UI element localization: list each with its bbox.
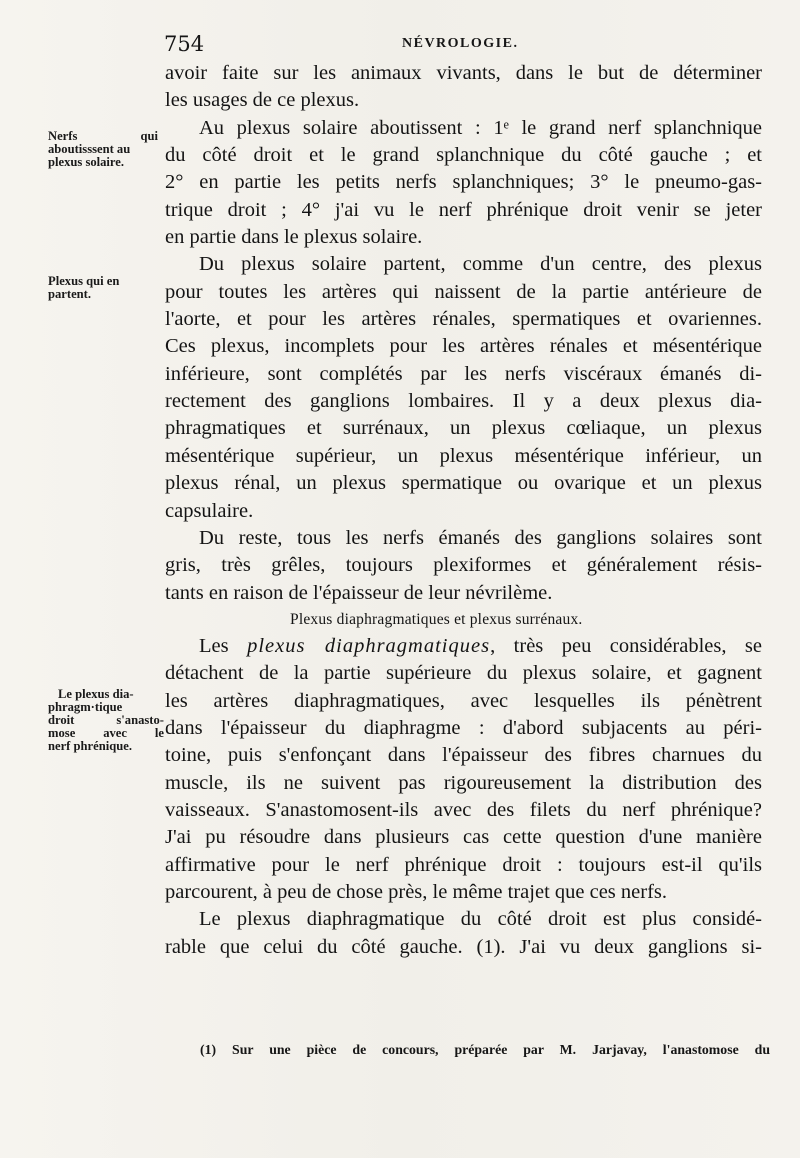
margin-note-nerfs: [48, 130, 158, 169]
text-line: plexus rénal, un plexus spermatique ou ovarique et un plexus: [165, 472, 762, 495]
section-subheading: Plexus diaphragmatiques et plexus surrénaux.: [290, 610, 583, 628]
text-line: du côté droit et le grand splanchnique du côté gauche ; et: [165, 144, 762, 167]
text-line: parcourent, à peu de chose près, le même trajet que ces nerfs.: [165, 880, 668, 903]
text-line: tants en raison de l'épaisseur de leur névrilème.: [165, 581, 553, 604]
text-line: vaisseaux. S'anastomosent-ils avec des filets du nerf phrénique?: [165, 798, 762, 821]
page-header: [0, 30, 800, 60]
text-line: gris, très grêles, toujours plexiformes et généralement résis-: [165, 554, 762, 577]
text-line: capsulaire.: [165, 499, 254, 522]
text-line: muscle, ils ne suivent pas rigoureusement la distribution des: [165, 771, 762, 794]
margin-note-diaphragmatique: [48, 688, 164, 753]
text-line: détachent de la partie supérieure du plexus solaire, et gagnent: [165, 662, 762, 685]
text-line: [165, 633, 762, 660]
text-line: J'ai pu résoudre dans plusieurs cas cette question d'une manière: [165, 826, 762, 849]
text-line: Au plexus solaire aboutissent : 1ᵉ le grand nerf splanchnique: [199, 116, 762, 139]
text-line: mésentérique supérieur, un plexus mésentérique inférieur, un: [165, 444, 762, 467]
text-line: inférieure, sont complétés par les nerfs viscéraux émanés di-: [165, 362, 762, 385]
text-line: pour toutes les artères qui naissent de la partie antérieure de: [165, 280, 762, 303]
text-line: l'aorte, et pour les artères rénales, spermatiques et ovariennes.: [165, 308, 762, 331]
main-text: [165, 60, 762, 961]
text-line: affirmative pour le nerf phrénique droit : toujours est-il qu'ils: [165, 853, 762, 876]
text-line: Du reste, tous les nerfs émanés des ganglions solaires sont: [199, 526, 762, 549]
text-line: Ces plexus, incomplets pour les artères rénales et mésentérique: [165, 335, 762, 358]
margin-note-line: Le plexus dia-: [58, 687, 134, 701]
text-line: avoir faite sur les animaux vivants, dans le but de déterminer: [165, 62, 762, 84]
margin-note-line: partent.: [48, 287, 92, 301]
text-line: phragmatiques et surrénaux, un plexus cœliaque, un plexus: [165, 417, 762, 440]
margin-note-line: plexus solaire.: [48, 155, 125, 169]
text-line: 2° en partie les petits nerfs splanchniques; 3° le pneumo-gas-: [165, 171, 762, 194]
text-line: Le plexus diaphragmatique du côté droit est plus considé-: [199, 908, 762, 931]
margin-note-line: Nerfs qui: [48, 129, 158, 143]
text-line: toine, puis s'enfonçant dans l'épaisseur des fibres charnues du: [165, 744, 762, 767]
text-line: les artères diaphragmatiques, avec lesquelles ils pénètrent: [165, 689, 762, 712]
margin-note-line: Plexus qui en: [48, 274, 120, 288]
text-line: les usages de ce plexus.: [165, 89, 360, 112]
page-number: 754: [164, 32, 205, 56]
text-line: Du plexus solaire partent, comme d'un centre, des plexus: [199, 253, 762, 276]
italic-term: plexus diaphragmatiques: [247, 634, 491, 657]
text-line: trique droit ; 4° j'ai vu le nerf phrénique droit venir se jeter: [165, 198, 762, 221]
text-line: rectement des ganglions lombaires. Il y a deux plexus dia-: [165, 390, 762, 413]
margin-note-line: nerf phrénique.: [48, 739, 132, 753]
margin-note-line: phragm·tique: [48, 700, 123, 714]
text-line: rable que celui du côté gauche. (1). J'ai vu deux ganglions si-: [165, 935, 762, 958]
footnote: (1) Sur une pièce de concours, préparée par M. Jarjavay, l'anastomose du: [200, 1042, 770, 1057]
margin-note-line: droit s'anasto-: [48, 713, 164, 727]
text-line: dans l'épaisseur du diaphragme : d'abord subjacents au péri-: [165, 716, 762, 739]
running-head: NÉVROLOGIE.: [402, 36, 519, 51]
margin-note-line: aboutisssent au: [48, 142, 131, 156]
margin-note-plexus-partent: [48, 275, 158, 301]
text-fragment: , très peu considérables, se: [490, 634, 762, 657]
margin-note-line: mose avec le: [48, 726, 164, 740]
text-fragment: Les: [199, 634, 248, 657]
text-line: en partie dans le plexus solaire.: [165, 226, 423, 249]
